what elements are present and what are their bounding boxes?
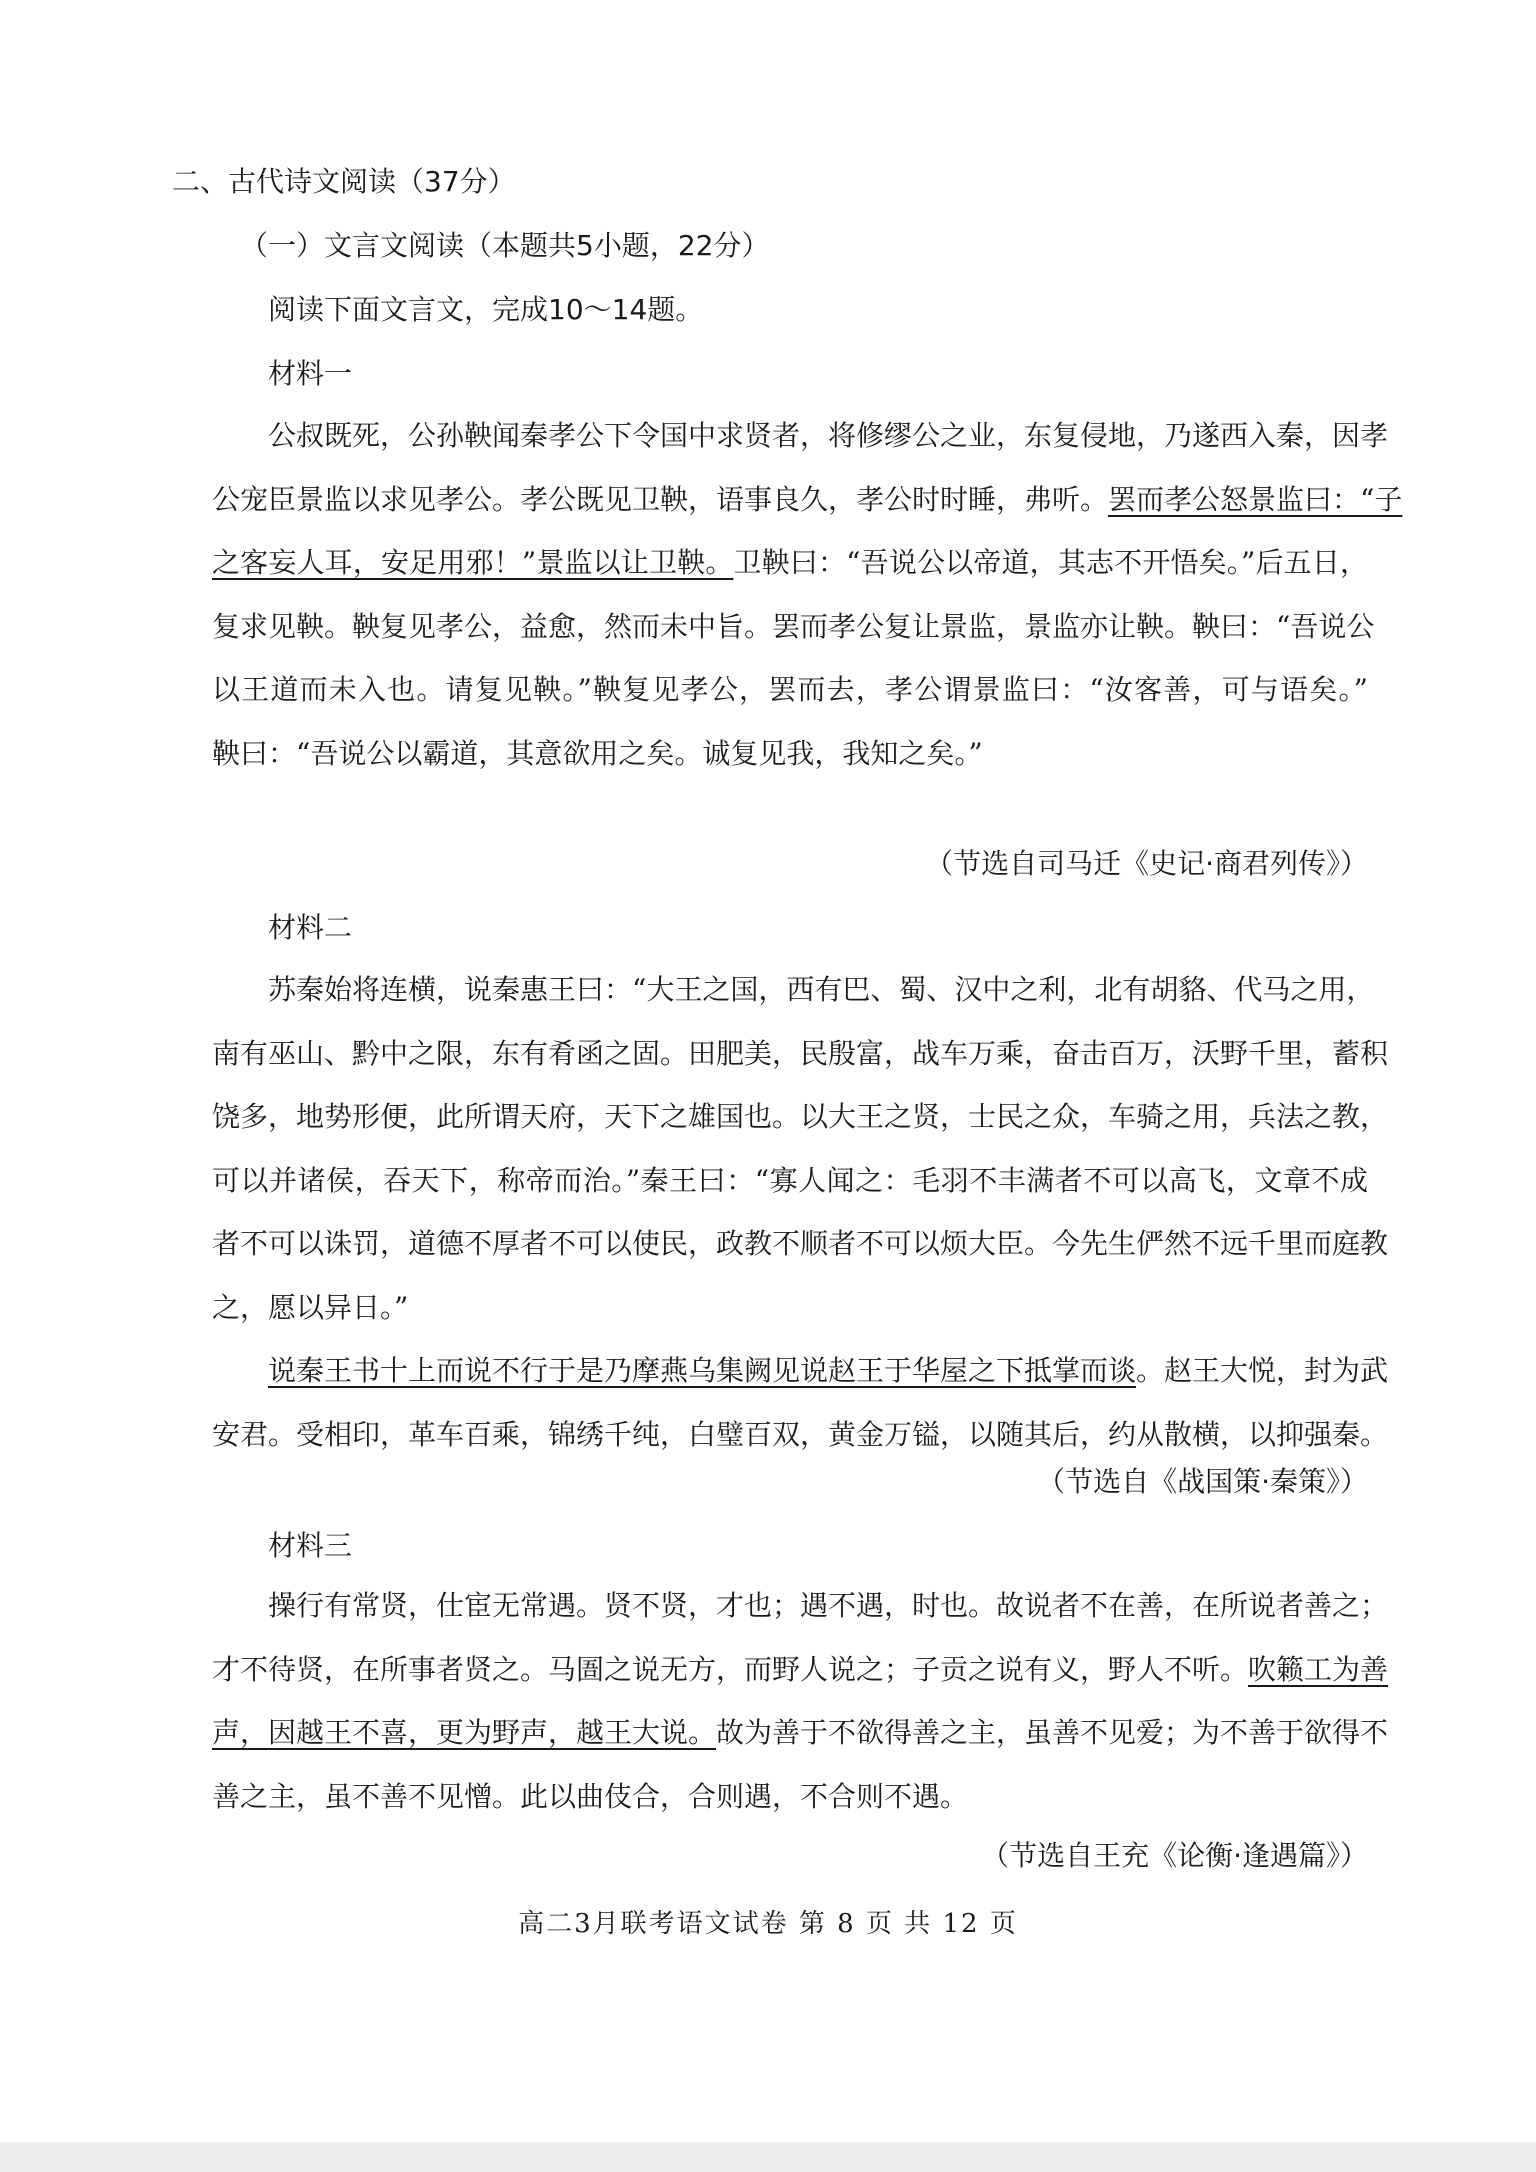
material1-body: [212, 416, 1403, 797]
material1-source: （节选自司马迁《史记·商君列传》）: [925, 847, 1368, 880]
material3-line: 善之主，虽不善不见憎。此以曲伎合，合则遇，不合则不遇。: [212, 1779, 969, 1813]
scan-bottom-edge: [0, 2142, 1536, 2172]
material1-underlined-text: 之客妄人耳，安足用邪！”景监以让卫鞅。: [212, 546, 734, 579]
material3-body: [212, 1586, 1389, 1840]
section-title: 二、古代诗文阅读（37分）: [172, 165, 516, 198]
material1-text: 卫鞅曰：“吾说公以帝道，其志不开悟矣。”后五日，: [733, 546, 1368, 579]
material2-source: （节选自《战国策·秦策》）: [1037, 1465, 1368, 1498]
material2-line: 之，愿以异日。”: [212, 1290, 409, 1324]
page-footer: 高二3月联考语文试卷 第 8 页 共 12 页: [518, 1909, 1018, 1939]
material3-label: 材料三: [268, 1529, 353, 1562]
material2-text: 。赵王大悦，封为武: [1136, 1354, 1389, 1387]
material2-underlined-text: 说秦王书十上而说不行于是乃摩燕乌集阙见说赵王于华屋之下抵掌而谈: [268, 1354, 1137, 1387]
material3-line: [212, 1713, 1389, 1777]
material1-underlined-text: 罢而孝公怒景监曰：“子: [1108, 482, 1403, 516]
material1-line: 复求见鞅。鞅复见孝公，益愈，然而未中旨。罢而孝公复让景监，景监亦让鞅。鞅曰：“吾说公: [212, 609, 1375, 643]
material2-line: 苏秦始将连横，说秦惠王曰：“大王之国，西有巴、蜀、汉中之利，北有胡貉、代马之用，: [268, 973, 1375, 1006]
material3-line: 操行有常贤，仕宦无常遇。贤不贤，才也；遇不遇，时也。故说者不在善，在所说者善之；: [268, 1589, 1389, 1622]
material3-underlined-text: 声，因越王不喜，更为野声，越王大说。: [212, 1716, 717, 1749]
material1-text: 公宠臣景监以求见孝公。孝公既见卫鞅，语事良久，孝公时时睡，弗听。: [212, 482, 1109, 516]
material1-line: 以王道而未入也。请复见鞅。”鞅复见孝公，罢而去，孝公谓景监曰：“汝客善，可与语矣。”: [212, 673, 1368, 706]
material1-line: 鞅曰：“吾说公以霸道，其意欲用之矣。诚复见我，我知之矣。”: [212, 736, 983, 770]
material3-text: 故为善于不欲得善之主，虽善不见爱；为不善于欲得不: [716, 1716, 1389, 1749]
material2-line: 者不可以诛罚，道德不厚者不可以使民，政教不顺者不可以烦大臣。今先生俨然不远千里而庭教: [212, 1227, 1389, 1260]
material2-line: [212, 1351, 1389, 1415]
instruction-text: 阅读下面文言文，完成10～14题。: [268, 293, 704, 326]
material1-label: 材料一: [268, 357, 353, 390]
material3-text: 才不待贤，在所事者贤之。马圄之说无方，而野人说之；子贡之说有义，野人不听。: [212, 1652, 1249, 1686]
material1-line: 公叔既死，公孙鞅闻秦孝公下令国中求贤者，将修缪公之业，东复侵地，乃遂西入秦，因孝: [268, 419, 1389, 452]
material3-source: （节选自王充《论衡·逢遇篇》）: [981, 1839, 1368, 1872]
material3-line: [212, 1650, 1389, 1714]
material2-body: [212, 970, 1389, 1478]
subsection-title: （一）文言文阅读（本题共5小题，22分）: [240, 229, 770, 262]
material2-line: 可以并诸侯，吞天下，称帝而治。”秦王曰：“寡人闻之：毛羽不丰满者不可以高飞，文章不成: [212, 1163, 1368, 1197]
material1-line: [212, 543, 1368, 607]
material1-line: [212, 480, 1403, 544]
material2-line: 饶多，地势形便，此所谓天府，天下之雄国也。以大王之贤，士民之众，车骑之用，兵法之教，: [212, 1100, 1389, 1133]
material2-line: 安君。受相印，革车百乘，锦绣千纯，白璧百双，黄金万镒，以随其后，约从散横，以抑强秦。: [212, 1417, 1389, 1451]
material2-line: 南有巫山、黔中之限，东有肴函之固。田肥美，民殷富，战车万乘，奋击百万，沃野千里，蓄积: [212, 1036, 1389, 1070]
material2-label: 材料二: [268, 911, 353, 944]
material3-underlined-text: 吹籁工为善: [1248, 1652, 1389, 1686]
